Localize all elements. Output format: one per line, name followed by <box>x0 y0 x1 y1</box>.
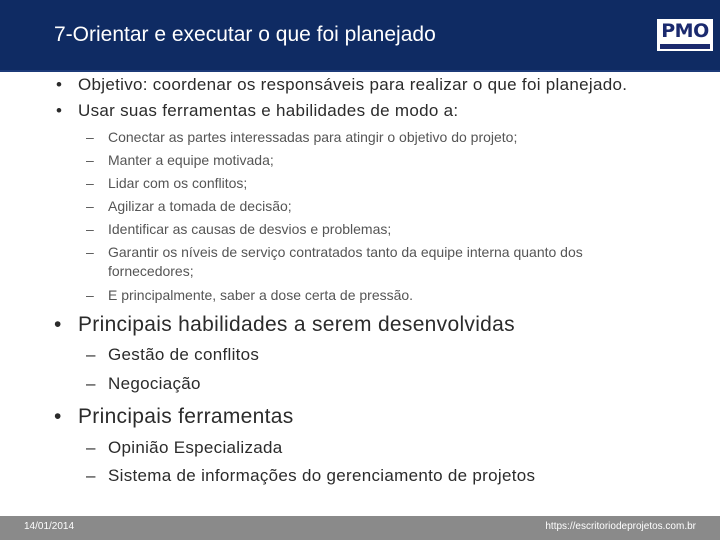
footer-url[interactable]: https://escritoriodeprojetos.com.br <box>545 521 696 532</box>
slide-title: 7-Orientar e executar o que foi planejado <box>54 23 436 46</box>
dash-mark: – <box>86 129 94 145</box>
logo-text: PMO <box>661 20 709 42</box>
bullet-text: Objetivo: coordenar os responsáveis para realizar o que foi planejado. <box>78 75 628 94</box>
bullet-mark: • <box>54 405 62 428</box>
slide-header <box>0 0 720 70</box>
dash-mark: – <box>86 374 96 393</box>
skill-text: Gestão de conflitos <box>108 345 260 364</box>
dash-mark: – <box>86 244 94 260</box>
dash-mark: – <box>86 175 94 191</box>
bullet-mark: • <box>56 75 63 94</box>
sub-item-text: Garantir os níveis de serviço contratados tanto da equipe interna quanto dos <box>108 244 583 260</box>
sub-item-text: Conectar as partes interessadas para atingir o objetivo do projeto; <box>108 129 518 145</box>
pmo-logo <box>655 17 715 53</box>
dash-mark: – <box>86 345 96 364</box>
tool-text: Opinião Especializada <box>108 438 283 457</box>
sub-item-text: Lidar com os conflitos; <box>108 175 248 191</box>
sub-item-text: Agilizar a tomada de decisão; <box>108 198 292 214</box>
dash-mark: – <box>86 287 94 303</box>
tool-text: Sistema de informações do gerenciamento de projetos <box>108 466 536 485</box>
header-divider <box>0 70 720 72</box>
footer-date: 14/01/2014 <box>24 521 75 532</box>
dash-mark: – <box>86 466 96 485</box>
bullet-mark: • <box>56 101 63 120</box>
sub-item-text: Manter a equipe motivada; <box>108 152 274 168</box>
slide-footer <box>0 516 720 540</box>
dash-mark: – <box>86 198 94 214</box>
section-heading-text: Principais habilidades a serem desenvolvidas <box>78 313 515 336</box>
bullet-text: Usar suas ferramentas e habilidades de modo a: <box>78 101 459 120</box>
logo-strip <box>660 44 710 49</box>
sub-item-text: fornecedores; <box>108 263 194 279</box>
sub-item-text: E principalmente, saber a dose certa de pressão. <box>108 287 414 303</box>
section-heading-text: Principais ferramentas <box>78 405 294 428</box>
dash-mark: – <box>86 152 94 168</box>
bullet-mark: • <box>54 313 62 336</box>
sub-item-text: Identificar as causas de desvios e problemas; <box>108 221 392 237</box>
dash-mark: – <box>86 221 94 237</box>
dash-mark: – <box>86 438 96 457</box>
skill-text: Negociação <box>108 374 201 393</box>
